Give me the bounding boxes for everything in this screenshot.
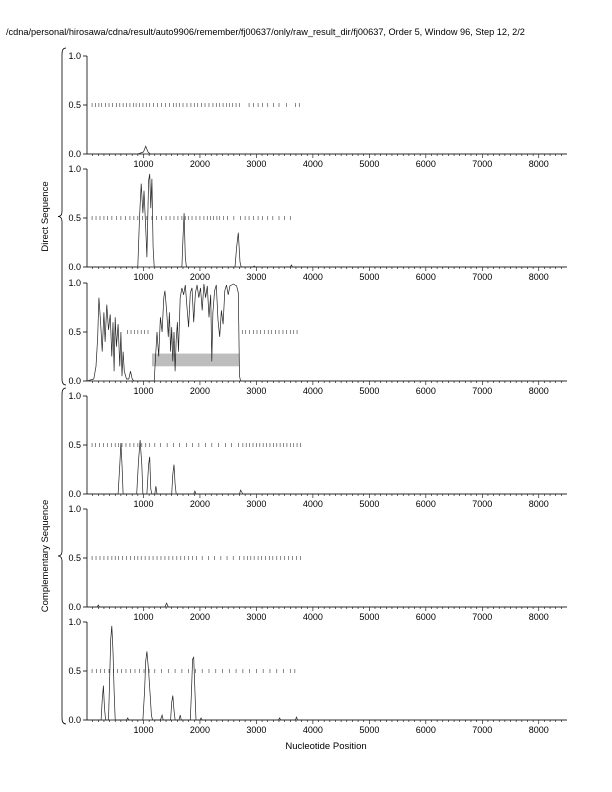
x-tick-label: 3000 bbox=[246, 725, 267, 735]
highlight-region bbox=[152, 354, 240, 367]
y-tick-label: 0.0 bbox=[68, 149, 81, 159]
group-label: Complementary Sequence bbox=[40, 499, 51, 613]
y-tick-label: 0.0 bbox=[68, 489, 81, 499]
x-tick-label: 4000 bbox=[302, 386, 323, 396]
x-tick-label: 8000 bbox=[528, 386, 549, 396]
panel-5 bbox=[68, 504, 567, 622]
group-brace bbox=[58, 48, 66, 385]
x-tick-label: 7000 bbox=[472, 725, 493, 735]
series-line bbox=[87, 284, 567, 381]
y-tick-label: 0.0 bbox=[68, 715, 81, 725]
group-brace bbox=[58, 388, 66, 724]
x-tick-label: 8000 bbox=[528, 499, 549, 509]
panels-layer bbox=[68, 51, 567, 735]
orf-marks bbox=[92, 556, 300, 560]
x-tick-label: 1000 bbox=[133, 612, 154, 622]
x-axis-title: Nucleotide Position bbox=[285, 741, 367, 752]
y-tick-label: 1.0 bbox=[68, 51, 81, 61]
series-line bbox=[87, 626, 567, 720]
group-complementary-sequence bbox=[40, 388, 66, 724]
x-tick-label: 7000 bbox=[472, 499, 493, 509]
x-tick-label: 3000 bbox=[246, 159, 267, 169]
x-tick-label: 6000 bbox=[415, 159, 436, 169]
x-tick-label: 5000 bbox=[359, 612, 380, 622]
panel-3 bbox=[68, 278, 567, 396]
page-title: /cdna/personal/hirosawa/cdna/result/auto9906/remember/fj00637/only/raw_result_dir/fj00637, Order 5, Window 96, Step 12, 2/2 bbox=[6, 27, 525, 37]
x-tick-label: 7000 bbox=[472, 159, 493, 169]
x-tick-label: 1000 bbox=[133, 499, 154, 509]
y-tick-label: 0.5 bbox=[68, 100, 81, 110]
y-tick-label: 0.0 bbox=[68, 602, 81, 612]
x-tick-label: 2000 bbox=[189, 725, 210, 735]
x-tick-label: 3000 bbox=[246, 612, 267, 622]
x-tick-label: 6000 bbox=[415, 725, 436, 735]
x-tick-label: 1000 bbox=[133, 272, 154, 282]
y-tick-label: 0.5 bbox=[68, 440, 81, 450]
x-tick-label: 2000 bbox=[189, 499, 210, 509]
orf-marks bbox=[92, 443, 300, 447]
x-tick-label: 3000 bbox=[246, 272, 267, 282]
y-tick-label: 1.0 bbox=[68, 164, 81, 174]
x-tick-label: 8000 bbox=[528, 725, 549, 735]
x-tick-label: 2000 bbox=[189, 272, 210, 282]
y-tick-label: 1.0 bbox=[68, 504, 81, 514]
x-tick-label: 2000 bbox=[189, 612, 210, 622]
group-direct-sequence bbox=[40, 48, 66, 385]
y-tick-label: 0.5 bbox=[68, 666, 81, 676]
x-tick-label: 7000 bbox=[472, 612, 493, 622]
series-line bbox=[87, 440, 567, 494]
x-tick-label: 8000 bbox=[528, 272, 549, 282]
x-tick-label: 6000 bbox=[415, 499, 436, 509]
x-tick-label: 4000 bbox=[302, 499, 323, 509]
x-tick-label: 1000 bbox=[133, 159, 154, 169]
x-tick-label: 7000 bbox=[472, 272, 493, 282]
series-line bbox=[87, 603, 567, 607]
x-tick-label: 6000 bbox=[415, 612, 436, 622]
panel-1 bbox=[68, 51, 567, 169]
x-tick-label: 4000 bbox=[302, 159, 323, 169]
x-tick-label: 4000 bbox=[302, 272, 323, 282]
y-tick-label: 0.0 bbox=[68, 262, 81, 272]
x-tick-label: 5000 bbox=[359, 725, 380, 735]
x-tick-label: 6000 bbox=[415, 386, 436, 396]
x-tick-label: 3000 bbox=[246, 386, 267, 396]
y-tick-label: 0.5 bbox=[68, 553, 81, 563]
panel-2 bbox=[68, 164, 567, 282]
x-tick-label: 5000 bbox=[359, 159, 380, 169]
orf-marks bbox=[92, 103, 299, 107]
orf-marks bbox=[92, 216, 290, 220]
x-tick-label: 6000 bbox=[415, 272, 436, 282]
x-tick-label: 5000 bbox=[359, 386, 380, 396]
x-tick-label: 3000 bbox=[246, 499, 267, 509]
x-tick-label: 1000 bbox=[133, 725, 154, 735]
y-tick-label: 0.5 bbox=[68, 327, 81, 337]
panel-6 bbox=[68, 617, 567, 735]
x-tick-label: 2000 bbox=[189, 386, 210, 396]
x-tick-label: 5000 bbox=[359, 499, 380, 509]
x-tick-label: 1000 bbox=[133, 386, 154, 396]
x-tick-label: 4000 bbox=[302, 725, 323, 735]
x-tick-label: 8000 bbox=[528, 159, 549, 169]
x-tick-label: 8000 bbox=[528, 612, 549, 622]
series-line bbox=[87, 174, 567, 267]
panel-4 bbox=[68, 391, 567, 509]
orf-marks bbox=[92, 669, 295, 673]
y-tick-label: 0.0 bbox=[68, 376, 81, 386]
y-tick-label: 0.5 bbox=[68, 213, 81, 223]
x-tick-label: 4000 bbox=[302, 612, 323, 622]
y-tick-label: 1.0 bbox=[68, 278, 81, 288]
x-tick-label: 2000 bbox=[189, 159, 210, 169]
y-tick-label: 1.0 bbox=[68, 617, 81, 627]
group-label: Direct Sequence bbox=[40, 181, 51, 252]
x-tick-label: 5000 bbox=[359, 272, 380, 282]
groups-layer bbox=[40, 48, 66, 724]
series-line bbox=[87, 146, 567, 154]
y-tick-label: 1.0 bbox=[68, 391, 81, 401]
x-tick-label: 7000 bbox=[472, 386, 493, 396]
